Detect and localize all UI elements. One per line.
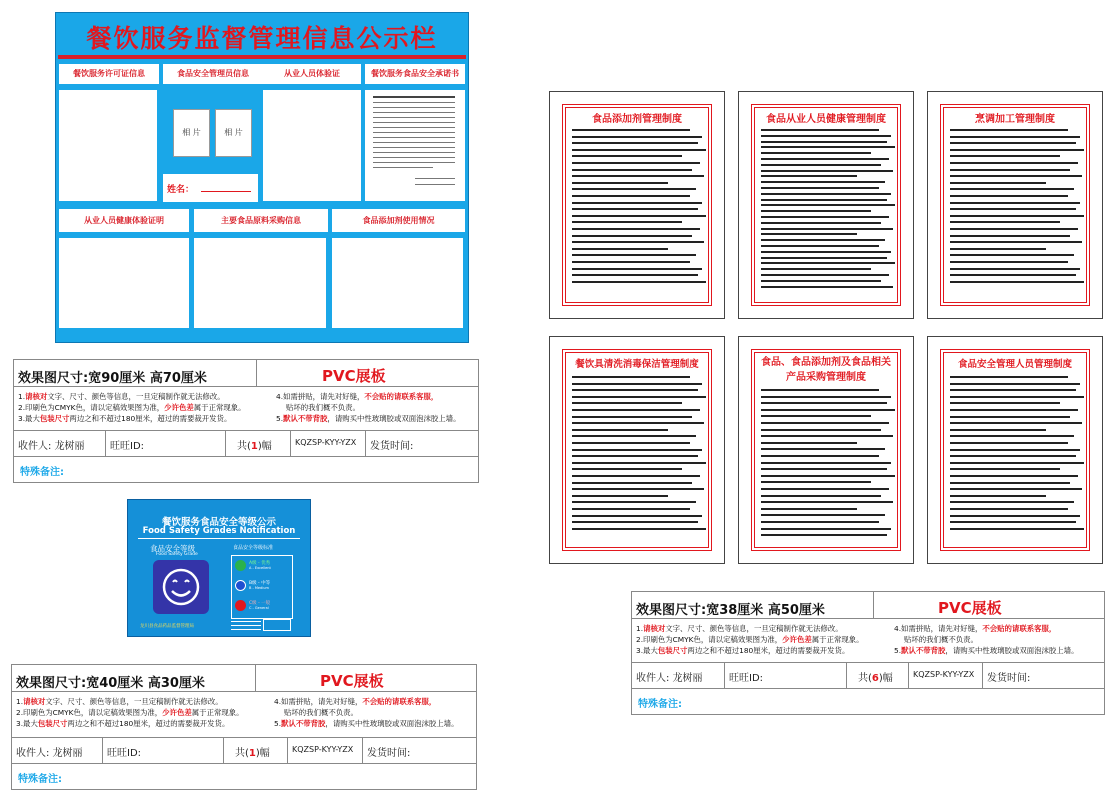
text-line — [761, 495, 881, 497]
wangwang-id: 旺旺ID: — [110, 441, 145, 452]
count: 共(1)幅 — [237, 441, 272, 452]
text-line — [950, 416, 1070, 418]
text-line — [572, 475, 700, 477]
text-line — [761, 181, 885, 183]
text-line — [761, 262, 895, 264]
note-2: 2.印刷色为CMYK色，请以定稿效果图为准，少许色差属于正常现象。 — [18, 403, 246, 412]
purchase-panel — [194, 238, 326, 328]
grade-c-cn: C级 - 一般 — [249, 601, 271, 606]
text-line — [761, 409, 895, 411]
grade-b-cn: B级 - 中等 — [249, 581, 271, 586]
text-line — [761, 534, 887, 536]
text-line — [572, 449, 702, 451]
health-cert-panel — [59, 238, 189, 328]
text-line — [950, 422, 1082, 424]
header-pledge: 餐饮服务食品安全承诺书 — [365, 64, 465, 84]
text-line — [761, 228, 893, 230]
text-line — [950, 402, 1060, 404]
order-code: KQZSP-KYY-YZX — [292, 745, 354, 754]
grade-b-icon — [235, 580, 246, 591]
frame-tableware-rules — [549, 336, 725, 564]
text-line — [572, 383, 702, 385]
text-line — [950, 136, 1080, 138]
text-line — [761, 468, 887, 470]
text-line — [950, 208, 1076, 210]
text-line — [761, 199, 887, 201]
note-1: 1.请核对文字、尺寸、颜色等信息，一旦定稿制作就无法修改。 — [16, 697, 223, 706]
frame-cooking-rules — [927, 91, 1103, 319]
frame-additive-rules — [549, 91, 725, 319]
text-line — [761, 222, 881, 224]
count: 共(1)幅 — [235, 748, 270, 759]
sign-title-en: Food Safety Grades Notification — [142, 526, 296, 536]
text-line — [572, 389, 698, 391]
text-line — [572, 402, 682, 404]
spec-box-3 — [631, 591, 1105, 715]
text-line — [950, 528, 1084, 530]
text-line — [761, 415, 871, 417]
text-line — [950, 248, 1046, 250]
text-line — [950, 268, 1080, 270]
text-line — [572, 149, 706, 151]
note-1: 1.请核对文字、尺寸、颜色等信息，一旦定稿制作就无法修改。 — [18, 392, 225, 401]
text-line — [572, 274, 698, 276]
text-line — [950, 389, 1076, 391]
text-line — [761, 216, 889, 218]
note-4b: 贴坏的我们概不负责。 — [284, 708, 358, 717]
pvc-label: PVC展板 — [320, 672, 384, 690]
text-line — [950, 383, 1080, 385]
text-line — [572, 455, 698, 457]
special-note: 特殊备注: — [18, 774, 62, 785]
text-line — [950, 261, 1068, 263]
text-line — [572, 215, 706, 217]
text-line — [950, 409, 1078, 411]
frame-health-rules — [738, 91, 914, 319]
safety-grade-sign — [127, 499, 311, 637]
text-line — [761, 164, 881, 166]
grade-c-en: C - General — [249, 606, 269, 610]
order-code: KQZSP-KYY-YZX — [913, 670, 975, 679]
text-line — [761, 193, 891, 195]
text-line — [572, 409, 700, 411]
header-manager: 食品安全管理员信息 — [163, 64, 263, 84]
text-line — [950, 515, 1080, 517]
physical-panel — [263, 90, 361, 201]
grade-b-en: B - Medium — [249, 586, 269, 590]
spec-box-1 — [13, 359, 479, 483]
grade-c-icon — [235, 600, 246, 611]
text-line — [950, 495, 1046, 497]
text-line — [761, 175, 857, 177]
grade-a-cn: A级 - 优秀 — [249, 561, 271, 566]
wangwang-id: 旺旺ID: — [729, 673, 764, 684]
text-line — [761, 152, 871, 154]
text-line — [761, 508, 857, 510]
text-line — [572, 501, 696, 503]
name-label: 姓名： — [167, 185, 195, 195]
photo-slot-2: 相 片 — [215, 109, 252, 157]
title-divider — [58, 55, 466, 59]
note-4b: 贴坏的我们概不负责。 — [286, 403, 360, 412]
text-line — [572, 422, 704, 424]
text-line — [572, 254, 696, 256]
text-line — [950, 435, 1074, 437]
text-line — [572, 136, 702, 138]
text-line — [950, 142, 1076, 144]
text-line — [950, 202, 1080, 204]
text-line — [761, 455, 879, 457]
text-line — [761, 435, 893, 437]
note-5: 5.默认不带背胶，请购买中性玻璃胶或双面泡沫胶上墙。 — [274, 719, 459, 728]
text-line — [572, 248, 668, 250]
text-line — [572, 528, 706, 530]
pvc-label: PVC展板 — [322, 367, 386, 385]
sign-footer: 龙川县食品药品监督管理局 — [140, 624, 194, 629]
wangwang-id: 旺旺ID: — [107, 748, 142, 759]
receiver: 收件人: 龙树丽 — [18, 441, 85, 452]
note-4: 4.如需拼贴，请先对好缝，不会贴的请联系客服， — [276, 392, 439, 401]
text-line — [572, 435, 696, 437]
text-line — [761, 475, 895, 477]
text-line — [950, 274, 1076, 276]
text-line — [572, 488, 704, 490]
text-line — [572, 261, 690, 263]
text-line — [572, 241, 704, 243]
text-line — [761, 135, 891, 137]
grade-label-en: Food Safety Grade — [156, 552, 198, 557]
text-line — [761, 170, 893, 172]
text-line — [761, 286, 893, 288]
text-line — [572, 202, 702, 204]
text-line — [572, 175, 704, 177]
text-line — [950, 228, 1078, 230]
text-line — [761, 141, 887, 143]
frame-title: 烹调加工管理制度 — [975, 114, 1055, 125]
text-line — [572, 268, 702, 270]
text-line — [572, 129, 690, 131]
ship-time: 发货时间: — [370, 441, 414, 452]
text-line — [572, 521, 698, 523]
text-line — [950, 455, 1076, 457]
text-line — [761, 442, 857, 444]
text-line — [572, 482, 692, 484]
text-line — [950, 195, 1068, 197]
text-line — [572, 162, 700, 164]
frame-title: 食品从业人员健康管理制度 — [766, 114, 886, 125]
size-label: 效果图尺寸:宽40厘米 高30厘米 — [16, 676, 205, 691]
text-line — [572, 195, 690, 197]
text-line — [572, 221, 682, 223]
name-panel — [163, 174, 258, 202]
text-line — [761, 274, 889, 276]
board-title: 餐饮服务监督管理信息公示栏 — [86, 24, 438, 53]
text-line — [950, 155, 1060, 157]
text-line — [761, 268, 871, 270]
frame-title: 餐饮具清洗消毒保洁管理制度 — [575, 359, 699, 370]
grade-legend — [231, 555, 293, 619]
text-line — [950, 475, 1078, 477]
text-line — [950, 449, 1080, 451]
info-board — [55, 12, 469, 343]
text-line — [572, 416, 692, 418]
grade-standard-label: 食品安全等级标准 — [233, 545, 274, 551]
text-line — [950, 508, 1068, 510]
text-line — [950, 281, 1084, 283]
text-line — [572, 142, 698, 144]
grade-label-cn: 食品安全等级 — [150, 544, 195, 553]
count: 共(6)幅 — [858, 673, 893, 684]
size-label: 效果图尺寸:宽38厘米 高50厘米 — [636, 603, 825, 618]
text-line — [572, 235, 692, 237]
text-line — [761, 129, 879, 131]
header-license: 餐饮服务许可证信息 — [59, 64, 159, 84]
frame-title: 食品安全管理人员管理制度 — [957, 359, 1072, 370]
text-line — [950, 376, 1068, 378]
text-line — [761, 245, 879, 247]
text-line — [572, 188, 696, 190]
text-line — [761, 488, 889, 490]
license-panel — [59, 90, 157, 201]
text-line — [761, 239, 885, 241]
text-line — [572, 468, 682, 470]
text-line — [761, 280, 881, 282]
smiley-icon — [153, 560, 209, 614]
note-4: 4.如需拼贴，请先对好缝，不会贴的请联系客服， — [894, 624, 1057, 633]
text-line — [950, 488, 1082, 490]
special-note: 特殊备注: — [638, 699, 682, 710]
text-line — [761, 481, 871, 483]
text-line — [572, 442, 690, 444]
header-physical: 从业人员体验证 — [263, 64, 361, 84]
text-line — [572, 208, 698, 210]
text-line — [572, 429, 668, 431]
text-line — [950, 129, 1068, 131]
special-note: 特殊备注: — [20, 467, 64, 478]
header-additive: 食品添加剂使用情况 — [332, 209, 465, 232]
ship-time: 发货时间: — [367, 748, 411, 759]
text-line — [572, 495, 668, 497]
note-2: 2.印刷色为CMYK色，请以定稿效果图为准，少许色差属于正常现象。 — [636, 635, 864, 644]
note-1: 1.请核对文字、尺寸、颜色等信息，一旦定稿制作就无法修改。 — [636, 624, 843, 633]
additive-panel — [332, 238, 463, 328]
text-line — [572, 462, 706, 464]
note-3: 3.最大包装尺寸两边之和不超过180厘米，超过的需要裁开发货。 — [636, 646, 850, 655]
text-line — [761, 528, 891, 530]
note-3: 3.最大包装尺寸两边之和不超过180厘米，超过的需要裁开发货。 — [16, 719, 230, 728]
text-line — [761, 187, 879, 189]
note-4: 4.如需拼贴，请先对好缝，不会贴的请联系客服， — [274, 697, 437, 706]
frame-purchase-rules — [738, 336, 914, 564]
text-line — [761, 389, 879, 391]
note-3: 3.最大包装尺寸两边之和不超过180厘米，超过的需要裁开发货。 — [18, 414, 232, 423]
text-line — [761, 257, 887, 259]
pvc-label: PVC展板 — [938, 599, 1002, 617]
text-line — [950, 169, 1070, 171]
text-line — [761, 448, 885, 450]
text-line — [572, 182, 668, 184]
text-line — [761, 514, 885, 516]
text-line — [950, 468, 1060, 470]
text-line — [950, 162, 1078, 164]
text-line — [950, 149, 1084, 151]
text-line — [950, 482, 1070, 484]
frame-title: 食品、食品添加剂及食品相关产品采购管理制度 — [761, 357, 891, 383]
ship-time: 发货时间: — [987, 673, 1031, 684]
text-line — [761, 422, 889, 424]
text-line — [761, 402, 887, 404]
receiver: 收件人: 龙树丽 — [16, 748, 83, 759]
text-line — [761, 429, 881, 431]
text-line — [572, 281, 706, 283]
grade-a-en: A - Excellent — [249, 566, 271, 570]
text-line — [950, 442, 1068, 444]
note-5: 5.默认不带背胶，请购买中性玻璃胶或双面泡沫胶上墙。 — [894, 646, 1079, 655]
text-line — [761, 396, 891, 398]
text-line — [572, 169, 692, 171]
frame-title: 食品添加剂管理制度 — [592, 114, 682, 125]
order-code: KQZSP-KYY-YZX — [295, 438, 357, 447]
note-5: 5.默认不带背胶，请购买中性玻璃胶或双面泡沫胶上墙。 — [276, 414, 461, 423]
receiver: 收件人: 龙树丽 — [636, 673, 703, 684]
text-line — [572, 508, 690, 510]
frame-manager-rules — [927, 336, 1103, 564]
text-line — [950, 215, 1084, 217]
text-line — [572, 515, 702, 517]
note-2: 2.印刷色为CMYK色，请以定稿效果图为准，少许色差属于正常现象。 — [16, 708, 244, 717]
text-line — [572, 228, 700, 230]
text-line — [761, 462, 891, 464]
pledge-panel — [365, 90, 465, 201]
size-label: 效果图尺寸:宽90厘米 高70厘米 — [18, 371, 207, 386]
text-line — [761, 251, 891, 253]
text-line — [950, 182, 1046, 184]
grade-a-icon — [235, 560, 246, 571]
text-line — [950, 429, 1046, 431]
text-line — [950, 501, 1074, 503]
grade-face-box — [153, 560, 209, 614]
text-line — [761, 521, 879, 523]
text-line — [950, 396, 1084, 398]
text-line — [950, 521, 1076, 523]
text-line — [761, 210, 871, 212]
sign-title-cn: 餐饮服务食品安全等级公示 — [161, 517, 276, 528]
text-line — [950, 462, 1084, 464]
text-line — [950, 188, 1074, 190]
text-line — [950, 241, 1082, 243]
text-line — [950, 235, 1070, 237]
text-line — [761, 233, 857, 235]
text-line — [761, 146, 895, 148]
text-line — [572, 376, 690, 378]
text-line — [761, 158, 889, 160]
text-line — [572, 396, 706, 398]
text-line — [572, 155, 682, 157]
text-line — [950, 254, 1074, 256]
spec-box-2 — [11, 664, 477, 790]
text-line — [761, 501, 893, 503]
header-purchase: 主要食品原料采购信息 — [194, 209, 328, 232]
text-line — [950, 175, 1082, 177]
note-4b: 贴坏的我们概不负责。 — [904, 635, 978, 644]
text-line — [761, 204, 895, 206]
header-health-cert: 从业人员健康体验证明 — [59, 209, 189, 232]
text-line — [950, 221, 1060, 223]
name-underline — [201, 191, 251, 192]
photo-slot-1: 相 片 — [173, 109, 210, 157]
